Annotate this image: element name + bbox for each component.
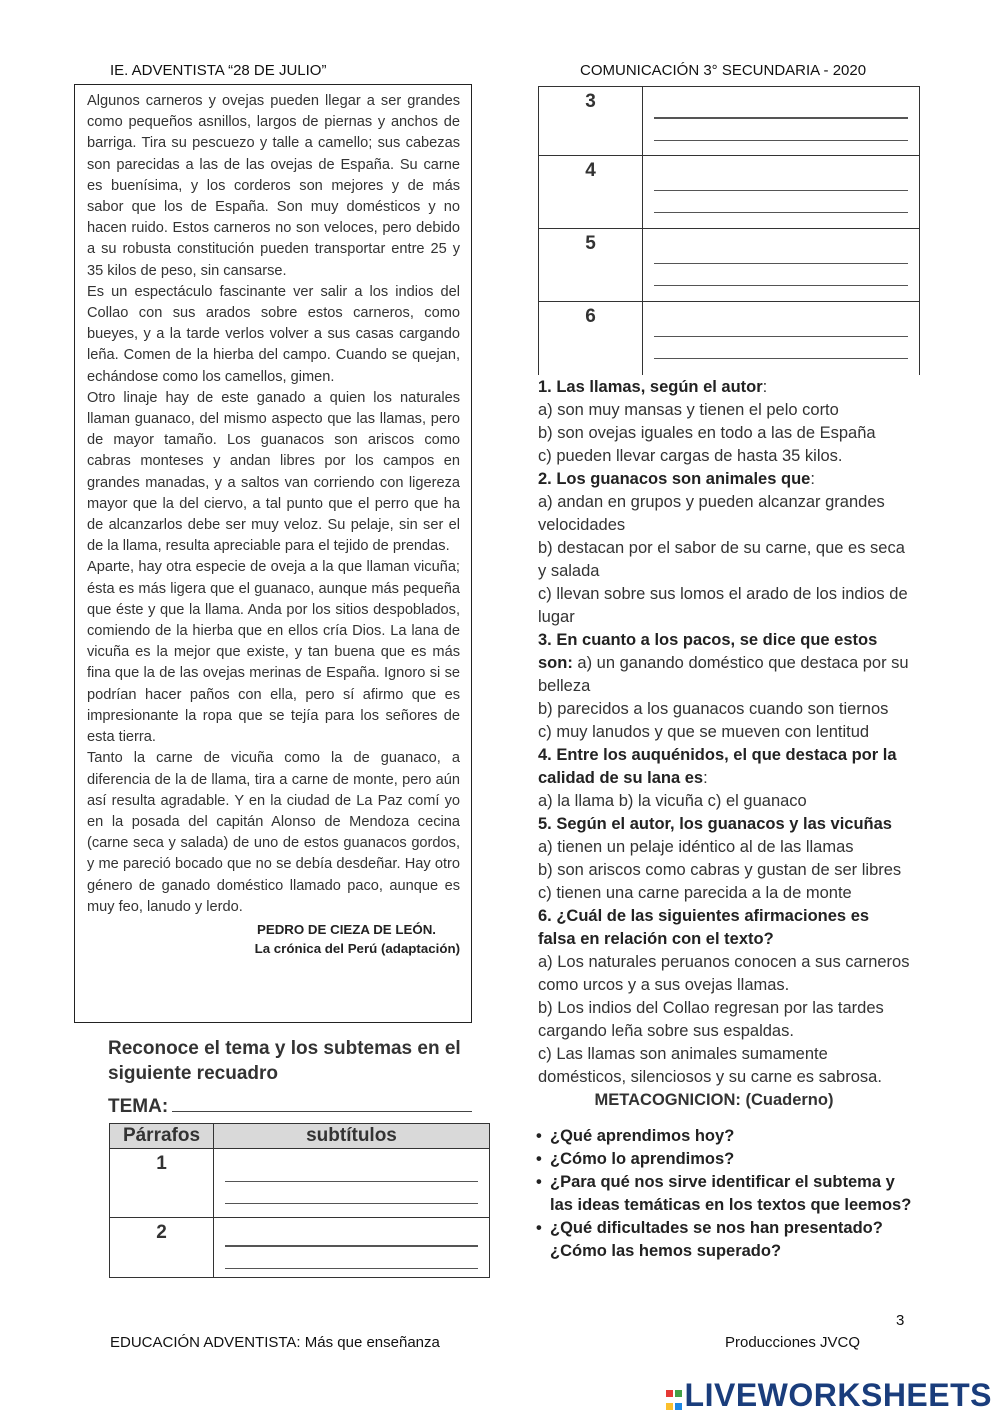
passage-paragraph: Es un espectáculo fascinante ver salir a los indios del Collao con sus arados sobre estos carneros, como bueyes, y a la tarde verlos volver a sus casas cargando leña. Comen de la hierba del campo. Cuando se quejan, echándose como los camellos, gimen.: [87, 283, 460, 385]
answer-line[interactable]: [654, 336, 908, 337]
header-school: IE. ADVENTISTA “28 DE JULIO”: [110, 62, 327, 79]
answer-line[interactable]: [654, 285, 908, 286]
answer-line[interactable]: [654, 140, 908, 141]
answer-line[interactable]: [654, 263, 908, 264]
question-item: 4. Entre los auquénidos, el que destaca por la calidad de su lana es:: [538, 746, 897, 787]
col-header-subtitles: subtítulos: [214, 1124, 490, 1149]
paragraph-number: 5: [539, 229, 643, 302]
question-item: [538, 905, 910, 951]
tema-field: [108, 1093, 472, 1118]
answer-line[interactable]: [225, 1203, 478, 1204]
logo-blocks-icon: [665, 1386, 683, 1410]
subtitle-answer-cell[interactable]: [643, 156, 920, 229]
option[interactable]: b) son ovejas iguales en todo a las de España: [538, 424, 876, 442]
option[interactable]: a) Los naturales peruanos conocen a sus carneros como urcos y a sus ovejas llamas.: [538, 953, 910, 994]
tema-label: TEMA:: [108, 1096, 169, 1117]
passage-paragraph: Otro linaje hay de este ganado a quien los naturales llaman guanaco, del mismo aspecto que las llamas, pero de mayor tamaño. Los guanacos son ariscos como cabras monteses y andan libres por los campos en grandes manadas, y a saltos van corriendo con ligereza mayor que la del ciervo, a tal punto que el perro que ha de alcanzarlos debe ser muy veloz. Su pelaje, sin ser el de la llama, resulta apreciable para el tejido de prendas.: [87, 389, 460, 555]
question-item: [538, 813, 910, 836]
question-text: 5. Según el autor, los guanacos y las vicuñas: [538, 815, 892, 833]
option[interactable]: a) tienen un pelaje idéntico al de las llamas: [538, 838, 854, 856]
liveworksheets-logo[interactable]: [665, 1377, 992, 1414]
header-course: COMUNICACIÓN 3° SECUNDARIA - 2020: [580, 62, 867, 79]
answer-line[interactable]: [654, 212, 908, 213]
passage-paragraph: Aparte, hay otra especie de oveja a la que llaman vicuña; ésta es más ligera que el guanaco, aunque más pequeña que éste y que la llama. Anda por los sitios despoblados, comiendo de la hierba que en ellos cría Dios. La lana de vicuña es la mejor que existe, y tan buena que es más fina que la de las ovejas merinas de España. Ignoro si se podrían hacer paños con ella, pero sí afirmo que es impresionante la ropa que se tejía para los señores de esta tierra.: [87, 559, 460, 746]
logo-text: LIVEWORKSHEETS: [684, 1377, 992, 1413]
page-number: 3: [896, 1312, 905, 1329]
question-text: 3. En cuanto a los pacos, se dice que estos son:: [538, 631, 878, 672]
passage-author: PEDRO DE CIEZA DE LEÓN.: [256, 921, 436, 937]
paragraph-number: 3: [539, 87, 643, 156]
table-row: [110, 1149, 490, 1218]
subtitle-answer-cell[interactable]: [214, 1149, 490, 1218]
questions-section: [538, 376, 910, 1112]
question-item: 1. Las llamas, según el autor:: [538, 378, 768, 396]
passage-source: La crónica del Perú (adaptación): [254, 940, 460, 956]
answer-line[interactable]: [654, 358, 908, 359]
question-text: 1. Las llamas, según el autor: [538, 378, 763, 396]
table-row: [539, 87, 920, 156]
answer-line[interactable]: [654, 190, 908, 191]
subtitles-table-continued: [538, 86, 920, 375]
tema-input-line[interactable]: [172, 1093, 472, 1112]
passage-paragraph: Algunos carneros y ovejas pueden llegar a ser grandes como pequeños asnillos, largos de piernas y anchos de barriga. Tira su pescuezo y talle a camello; sus cabezas son parecidas a las de las ovejas de España. Su carne es buenísima, y los corderos son mejores y de más sabor que los de España. Son muy domésticos y no hacen ruido. Estos carneros no son veloces, pero debido a su robusta constitución pueden transportar entre 25 y 35 kilos de peso, sin cansarse.: [87, 93, 460, 279]
footer-right: Producciones JVCQ: [725, 1334, 861, 1351]
option[interactable]: c) pueden llevar cargas de hasta 35 kilos.: [538, 447, 843, 465]
list-item: • ¿Cómo lo aprendimos?: [536, 1148, 916, 1171]
option[interactable]: c) llevan sobre sus lomos el arado de los indios de lugar: [538, 585, 908, 626]
subtitle-answer-cell[interactable]: [214, 1218, 490, 1278]
passage-signature: [87, 920, 460, 958]
option[interactable]: c) Las llamas son animales sumamente domésticos, silenciosos y su carne es sabrosa.: [538, 1045, 882, 1086]
answer-line[interactable]: [225, 1181, 478, 1182]
table-row: [539, 229, 920, 302]
question-item: [538, 629, 910, 698]
option[interactable]: b) destacan por el sabor de su carne, que es seca y salada: [538, 539, 905, 580]
question-text: 2. Los guanacos son animales que: [538, 470, 811, 488]
option[interactable]: a) son muy mansas y tienen el pelo corto: [538, 401, 839, 419]
list-item: • ¿Para qué nos sirve identificar el subtema y las ideas temáticas en los textos que leemos?: [536, 1171, 916, 1217]
option[interactable]: a) andan en grupos y pueden alcanzar grandes velocidades: [538, 493, 885, 534]
option[interactable]: a) un ganando doméstico que destaca por su belleza: [538, 654, 909, 695]
reading-passage: [74, 84, 472, 1023]
option[interactable]: c) tienen una carne parecida a la de monte: [538, 884, 852, 902]
subtitle-answer-cell[interactable]: [643, 229, 920, 302]
instruction-text: Reconoce el tema y los subtemas en el siguiente recuadro: [108, 1038, 461, 1084]
question-text: 6. ¿Cuál de las siguientes afirmaciones es falsa en relación con el texto?: [538, 907, 870, 948]
option[interactable]: a) la llama b) la vicuña c) el guanaco: [538, 792, 807, 810]
subtitle-answer-cell[interactable]: [643, 87, 920, 156]
question-text: 4. Entre los auquénidos, el que destaca por la calidad de su lana es: [538, 746, 897, 787]
answer-line[interactable]: [225, 1268, 478, 1269]
table-row: [539, 156, 920, 229]
table-row: [110, 1218, 490, 1278]
subtitles-table: [109, 1123, 490, 1278]
option[interactable]: b) Los indios del Collao regresan por las tardes cargando leña sobre sus espaldas.: [538, 999, 884, 1040]
subtitle-answer-cell[interactable]: [643, 302, 920, 375]
list-item: • ¿Qué aprendimos hoy?: [536, 1125, 916, 1148]
paragraph-number: 1: [110, 1149, 214, 1218]
passage-paragraph: Tanto la carne de vicuña como la de guanaco, a diferencia de la de llama, tira a carne de monte, pero aún así resulta agradable. Y en la ciudad de La Paz comí yo en la posada del capitán Alonso de Mendoza cecina (carne seca y salada) de uno de estos guanacos gordos, y me pareció bocado que no se debía desdeñar. Hay otro género de ganado doméstico llamado paco, aunque es muy feo, lanudo y lerdo.: [87, 750, 460, 915]
table-row: [539, 302, 920, 375]
list-item: • ¿Qué dificultades se nos han presentado? ¿Cómo las hemos superado?: [536, 1217, 916, 1263]
metacognition-title: METACOGNICION: (Cuaderno): [594, 1091, 834, 1109]
question-item: 2. Los guanacos son animales que:: [538, 470, 815, 488]
footer-left: EDUCACIÓN ADVENTISTA: Más que enseñanza: [110, 1334, 440, 1351]
answer-line[interactable]: [654, 117, 908, 118]
paragraph-number: 6: [539, 302, 643, 375]
option[interactable]: c) muy lanudos y que se mueven con lentitud: [538, 723, 870, 741]
col-header-paragraphs: Párrafos: [110, 1124, 214, 1149]
option[interactable]: b) parecidos a los guanacos cuando son tiernos: [538, 700, 889, 718]
paragraph-number: 2: [110, 1218, 214, 1278]
option[interactable]: b) son ariscos como cabras y gustan de ser libres: [538, 861, 902, 879]
metacognition-list: [536, 1125, 916, 1263]
answer-line[interactable]: [225, 1245, 478, 1246]
paragraph-number: 4: [539, 156, 643, 229]
